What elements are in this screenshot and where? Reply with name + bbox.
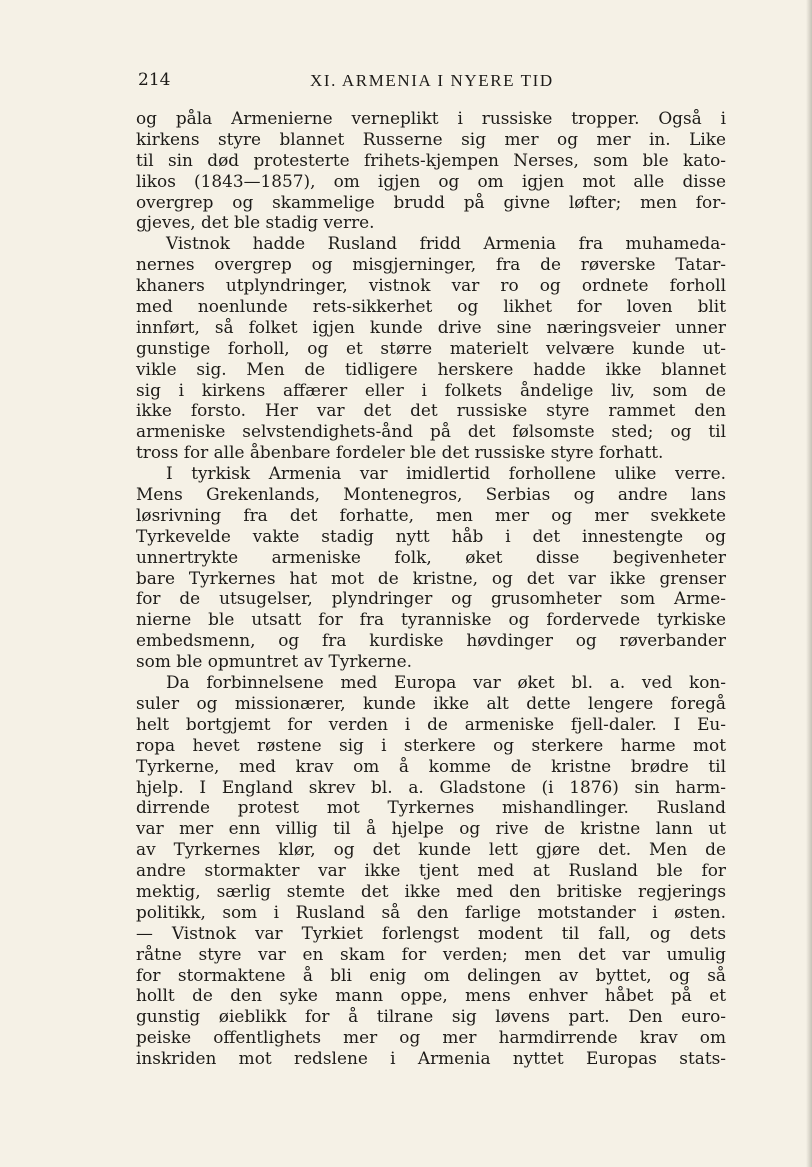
text-line: hollt de den syke mann oppe, mens enhver håbet på et bbox=[136, 985, 726, 1006]
text-line: Da forbinnelsene med Europa var øket bl. a. ved kon- bbox=[166, 672, 726, 693]
text-line: sig i kirkens affærer eller i folkets åndelige liv, som de bbox=[136, 379, 726, 400]
text-line: I tyrkisk Armenia var imidlertid forhollene ulike verre. bbox=[166, 463, 726, 484]
text-line: tross for alle åbenbare fordeler ble det russiske styre forhatt. bbox=[136, 442, 664, 463]
page-edge bbox=[806, 0, 812, 1167]
text-line: med noenlunde rets-sikkerhet og likhet for loven blit bbox=[136, 296, 726, 317]
text-line: Tyrkerne, med krav om å komme de kristne brødre til bbox=[136, 755, 726, 776]
text-line: hjelp. I England skrev bl. a. Gladstone (i 1876) sin harm- bbox=[136, 776, 726, 797]
text-line: embedsmenn, og fra kurdiske høvdinger og røverbander bbox=[136, 630, 726, 651]
text-line: Tyrkevelde vakte stadig nytt håb i det innestengte og bbox=[136, 525, 726, 546]
text-line: til sin død protesterte frihets-kjempen Nerses, som ble kato- bbox=[136, 149, 726, 170]
text-line: råtne styre var en skam for verden; men det var umulig bbox=[136, 943, 726, 964]
page-header bbox=[138, 70, 726, 94]
page-number: 214 bbox=[138, 70, 171, 90]
text-line: av Tyrkernes klør, og det kunde lett gjøre det. Men de bbox=[136, 839, 726, 860]
text-line: kirkens styre blannet Russerne sig mer og mer in. Like bbox=[136, 128, 726, 149]
text-line: vikle sig. Men de tidligere herskere hadde ikke blannet bbox=[136, 358, 726, 379]
text-line: løsrivning fra det forhatte, men mer og mer svekkete bbox=[136, 504, 726, 525]
text-line: nierne ble utsatt for fra tyranniske og fordervede tyrkiske bbox=[136, 609, 726, 630]
text-line: innført, så folket igjen kunde drive sine næringsveier unner bbox=[136, 316, 726, 337]
text-line: Mens Grekenlands, Montenegros, Serbias og andre lans bbox=[136, 484, 726, 505]
text-line: inskriden mot redslene i Armenia nyttet Europas stats- bbox=[136, 1048, 726, 1069]
text-line: khaners utplyndringer, vistnok var ro og ordnete forholl bbox=[136, 275, 726, 296]
text-line: for stormaktene å bli enig om delingen av byttet, og så bbox=[136, 964, 726, 985]
text-line: armeniske selvstendighets-ånd på det følsomste sted; og til bbox=[136, 421, 726, 442]
text-line: likos (1843—1857), om igjen og om igjen mot alle disse bbox=[136, 170, 726, 191]
text-line: helt bortgjemt for verden i de armeniske fjell-daler. I Eu- bbox=[136, 713, 726, 734]
text-line: peiske offentlighets mer og mer harmdirrende krav om bbox=[136, 1027, 726, 1048]
text-line: andre stormakter var ikke tjent med at Rusland ble for bbox=[136, 860, 726, 881]
text-line: gunstige forholl, og et større materielt velvære kunde ut- bbox=[136, 337, 726, 358]
body-text bbox=[136, 108, 726, 1069]
text-line: Vistnok hadde Rusland fridd Armenia fra muhameda- bbox=[166, 233, 726, 254]
text-line: bare Tyrkernes hat mot de kristne, og det var ikke grenser bbox=[136, 567, 726, 588]
text-line: for de utsugelser, plyndringer og grusomheter som Arme- bbox=[136, 588, 726, 609]
text-line: overgrep og skammelige brudd på givne løfter; men for- bbox=[136, 191, 726, 212]
text-line: gunstig øieblikk for å tilrane sig løvens part. Den euro- bbox=[136, 1006, 726, 1027]
text-line: ropa hevet røstene sig i sterkere og sterkere harme mot bbox=[136, 734, 726, 755]
running-title: XI. ARMENIA I NYERE TID bbox=[310, 71, 554, 90]
text-line: unnertrykte armeniske folk, øket disse begivenheter bbox=[136, 546, 726, 567]
text-line: ikke forsto. Her var det det russiske styre rammet den bbox=[136, 400, 726, 421]
text-line: nernes overgrep og misgjerninger, fra de røverske Tatar- bbox=[136, 254, 726, 275]
text-line: politikk, som i Rusland så den farlige motstander i østen. bbox=[136, 901, 726, 922]
text-line: gjeves, det ble stadig verre. bbox=[136, 212, 375, 233]
text-line: og påla Armenierne verneplikt i russiske tropper. Også i bbox=[136, 108, 726, 128]
text-line: som ble opmuntret av Tyrkerne. bbox=[136, 651, 412, 672]
text-line: mektig, særlig stemte det ikke med den britiske regjerings bbox=[136, 880, 726, 901]
text-line: dirrende protest mot Tyrkernes mishandlinger. Rusland bbox=[136, 797, 726, 818]
text-line: — Vistnok var Tyrkiet forlengst modent til fall, og dets bbox=[136, 922, 726, 943]
text-line: var mer enn villig til å hjelpe og rive de kristne lann ut bbox=[136, 818, 726, 839]
text-line: suler og missionærer, kunde ikke alt dette lengere foregå bbox=[136, 692, 726, 713]
